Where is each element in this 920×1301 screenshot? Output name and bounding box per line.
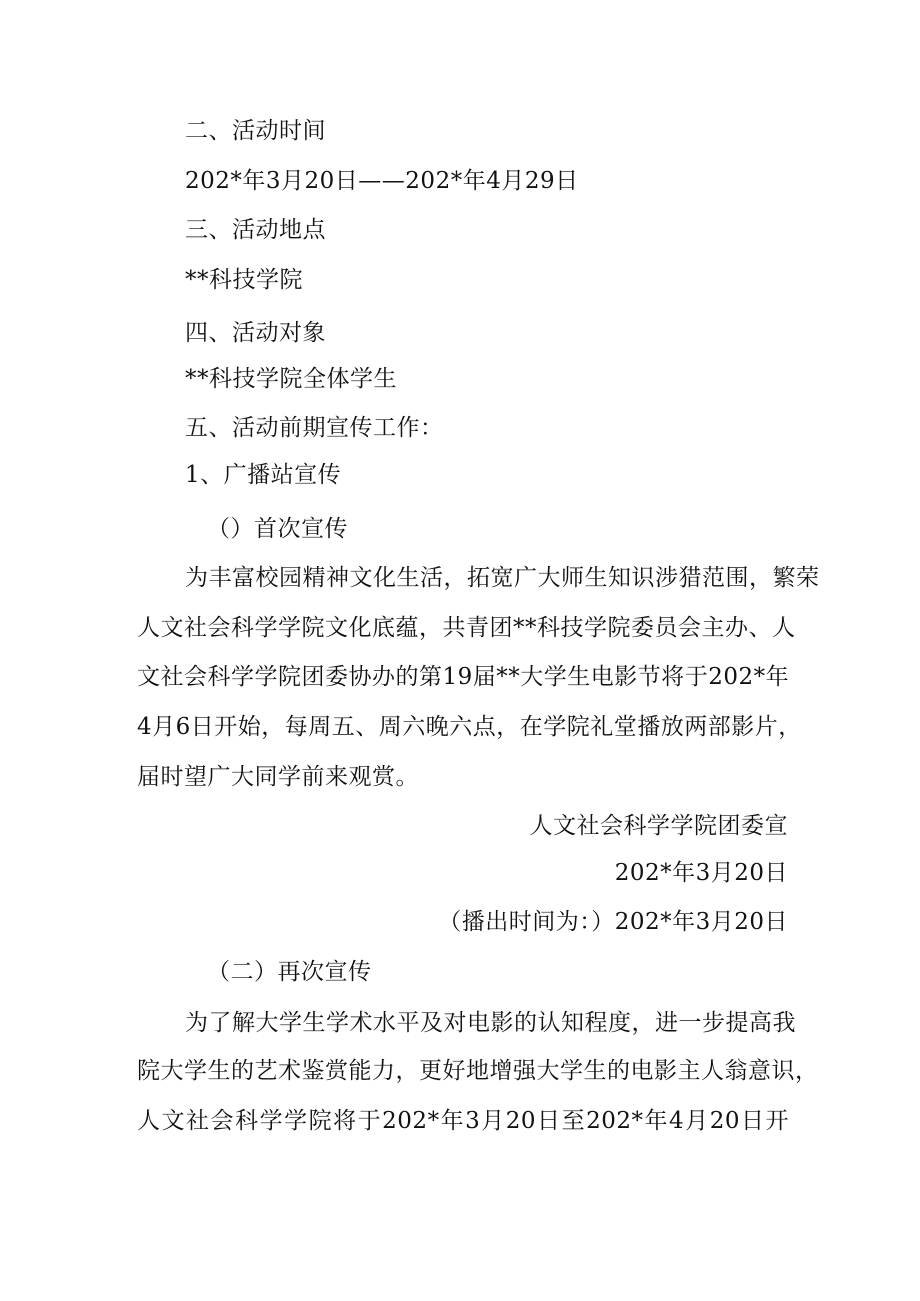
audience-value: **科技学院全体学生 <box>185 366 397 392</box>
subheading-first-promo: （）首次宣传 <box>207 516 348 542</box>
paragraph-line: 为了解大学生学术水平及对电影的认知程度，进一步提高我 <box>185 1010 796 1036</box>
paragraph-line: 文社会科学学院团委协办的第19届**大学生电影节将于202*年 <box>137 664 790 690</box>
paragraph-line: 届时望广大同学前来观赏。 <box>137 764 419 790</box>
place-value: **科技学院 <box>185 267 303 293</box>
time-value: 202*年3月20日——202*年4月29日 <box>185 168 579 194</box>
section-heading-promo: 五、活动前期宣传工作： <box>185 415 444 441</box>
paragraph-line: 人文社会科学学院文化底蕴，共青团**科技学院委员会主办、人 <box>137 615 796 641</box>
paragraph-line: 人文社会科学学院将于202*年3月20日至202*年4月20日开 <box>137 1108 789 1134</box>
broadcast-time: （播出时间为：）202*年3月20日 <box>438 909 788 935</box>
paragraph-line: 4月6日开始，每周五、周六晚六点，在学院礼堂播放两部影片， <box>137 714 802 740</box>
paragraph-line: 院大学生的艺术鉴赏能力，更好地增强大学生的电影主人翁意识， <box>137 1058 819 1084</box>
section-heading-audience: 四、活动对象 <box>185 320 326 346</box>
section-heading-time: 二、活动时间 <box>185 118 326 144</box>
signature-date: 202*年3月20日 <box>614 860 788 886</box>
paragraph-line: 为丰富校园精神文化生活，拓宽广大师生知识涉猎范围，繁荣 <box>185 565 820 591</box>
section-heading-place: 三、活动地点 <box>185 217 326 243</box>
subheading-broadcast: 1、广播站宣传 <box>185 462 342 488</box>
signature-org: 人文社会科学学院团委宣 <box>529 813 788 839</box>
subheading-second-promo: （二）再次宣传 <box>207 959 372 985</box>
